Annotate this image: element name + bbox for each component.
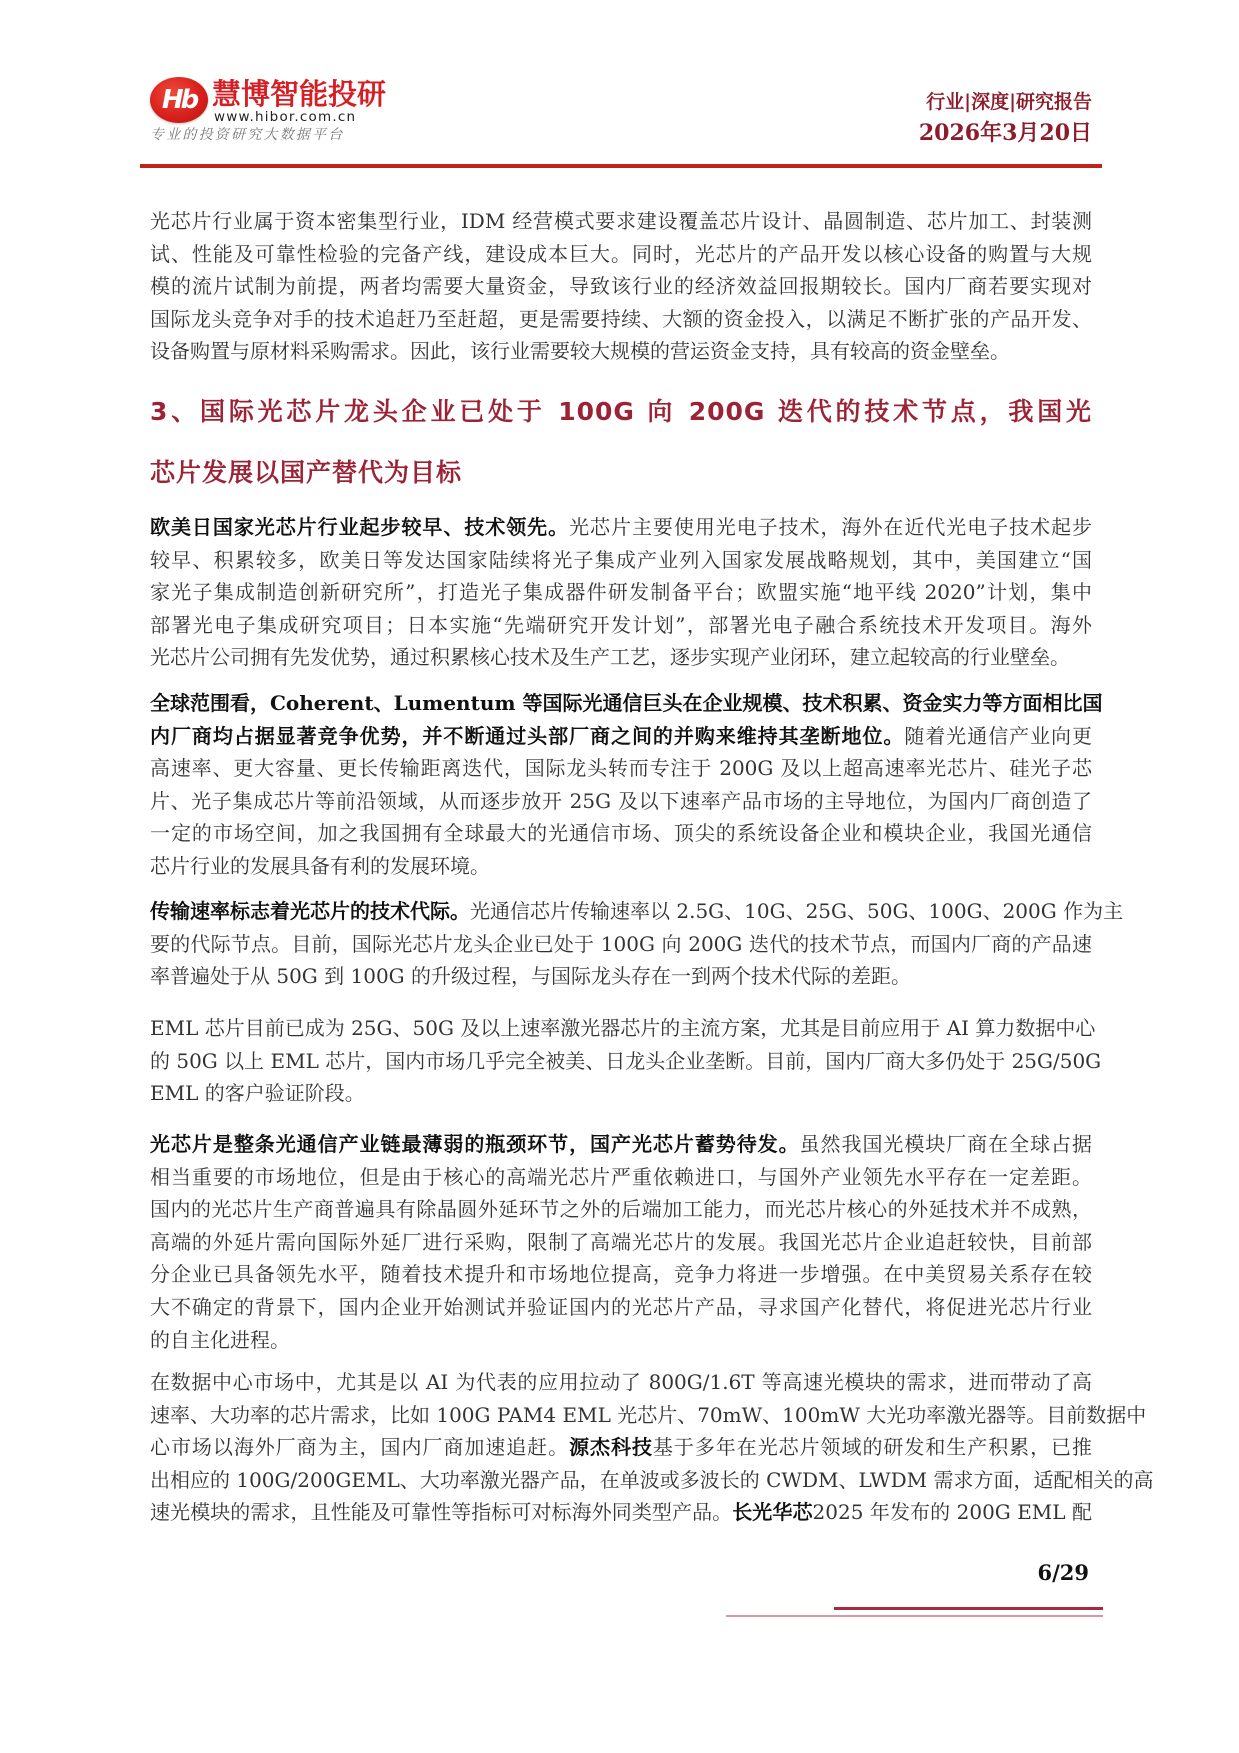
section-heading-line-2: 芯片发展以国产替代为目标 — [150, 458, 463, 487]
report-type: 行业|深度|研究报告 — [926, 91, 1092, 113]
body-text: 试、性能及可靠性检验的完备产线，建设成本巨大。同时，光芯片的产品开发以核心设备的购置与大规 — [150, 241, 1092, 266]
section-heading — [150, 397, 1092, 519]
text-line — [150, 303, 1092, 336]
paragraph-eml-chips — [150, 1012, 1102, 1110]
bold-lead-text: 全球范围看，Coherent、Lumentum 等国际光通信巨头在企业规模、技术积累、资金实力等方面相比国 — [150, 691, 1103, 715]
text-line — [150, 544, 1092, 577]
footer-divider-thick — [834, 1607, 1103, 1610]
text-line — [150, 576, 1092, 609]
bold-lead-text: 源杰科技 — [569, 1435, 653, 1460]
body-text: 的 50G 以上 EML 芯片，国内市场几乎完全被美、日龙头企业垄断。目前，国内厂商大多仍处于 25G/50G — [150, 1048, 1102, 1073]
body-text: 高端的外延片需向国际外延厂进行采购，限制了高端光芯片的发展。我国光芯片企业追赶较快，目前部 — [150, 1229, 1092, 1254]
body-text: EML 芯片目前已成为 25G、50G 及以上速率激光器芯片的主流方案，尤其是目前应用于 AI 算力数据中心 — [150, 1016, 1096, 1040]
body-text: 家光子集成制造创新研究所”，打造光子集成器件研发制备平台；欧盟实施“地平线 2020”计划，集中 — [150, 580, 1092, 605]
text-line — [150, 1324, 1092, 1357]
body-text: 一定的市场空间，加之我国拥有全球最大的光通信市场、顶尖的系统设备企业和模块企业，我国光通信 — [150, 821, 1092, 846]
body-text: 片、光子集成芯片等前沿领域，从而逐步放开 25G 及以下速率产品市场的主导地位，为国内厂商创造了 — [150, 788, 1092, 813]
text-line — [150, 511, 1092, 544]
text-line — [150, 1077, 1092, 1110]
body-text: 要的代际节点。目前，国际光芯片龙头企业已处于 100G 向 200G 迭代的技术节点，而国内厂商的产品速 — [150, 931, 1092, 956]
text-line — [150, 785, 1092, 818]
text-line — [150, 205, 1092, 238]
report-date: 2026年3月20日 — [918, 120, 1092, 146]
body-text: 部署光电子集成研究项目；日本实施“先端研究开发计划”，部署光电子融合系统技术开发项目。海外 — [150, 612, 1092, 637]
text-line — [150, 1431, 1092, 1464]
paragraph-western-lead — [150, 511, 1092, 674]
body-text: 较早、积累较多，欧美日等发达国家陆续将光子集成产业列入国家发展战略规划，其中，美国建立“国 — [150, 547, 1092, 572]
body-text: 的自主化进程。 — [150, 1327, 290, 1352]
body-text: 高速率、更大容量、更长传输距离迭代，国际龙头转而专注于 200G 及以上超高速率光芯片、硅光子芯 — [150, 756, 1092, 781]
text-line — [150, 1496, 1092, 1529]
text-line — [150, 1258, 1092, 1291]
footer-divider-thin — [726, 1615, 1103, 1617]
body-text: 光芯片公司拥有先发优势，通过积累核心技术及生产工艺，逐步实现产业闭环，建立起较高的行业壁垒。 — [150, 645, 1070, 670]
text-line — [150, 752, 1092, 785]
text-line — [150, 1161, 1092, 1194]
text-line — [150, 1366, 1092, 1399]
body-text: 随着光通信产业向更 — [904, 723, 1093, 748]
header-divider — [140, 164, 1102, 168]
paragraph-rate-generations — [150, 895, 1124, 993]
brand-name: 慧博智能投研 — [212, 77, 387, 111]
text-line — [150, 895, 1124, 928]
body-text: 国内的光芯片生产商普遍具有除晶圆外延环节之外的后端加工能力，而光芯片核心的外延技术并不成熟， — [150, 1197, 1092, 1222]
body-text: 光通信芯片传输速率以 2.5G、10G、25G、50G、100G、200G 作为主 — [470, 899, 1124, 923]
paragraph-bottleneck — [150, 1128, 1092, 1356]
body-text: 模的流片试制为前提，两者均需要大量资金，导致该行业的经济效益回报期较长。国内厂商若要实现对 — [150, 274, 1092, 299]
paragraph-datacenter — [150, 1366, 1154, 1529]
body-text: 基于多年在光芯片领域的研发和生产积累，已推 — [652, 1435, 1093, 1460]
text-line — [150, 1012, 1096, 1045]
brand-tagline: 专业的投资研究大数据平台 — [150, 127, 345, 143]
bold-lead-text: 内厂商均占据显著竞争优势，并不断通过头部厂商之间的并购来维持其垄断地位。 — [150, 723, 905, 748]
page-number: 6/29 — [1037, 1560, 1089, 1585]
body-text: 相当重要的市场地位，但是由于核心的高端光芯片严重依赖进口，与国外产业领先水平存在一定差距。 — [150, 1164, 1092, 1189]
body-text: EML 的客户验证阶段。 — [150, 1081, 365, 1106]
text-line — [150, 641, 1092, 674]
text-line — [150, 1193, 1092, 1226]
body-text: 设备购置与原材料采购需求。因此，该行业需要较大规模的营运资金支持，具有较高的资金壁垒。 — [150, 339, 1010, 364]
text-line — [150, 335, 1092, 368]
text-line — [150, 1464, 1154, 1497]
body-text: 虽然我国光模块厂商在全球占据 — [799, 1132, 1093, 1156]
text-line — [150, 817, 1092, 850]
text-line — [150, 720, 1092, 753]
body-text: 速光模块的需求，且性能及可靠性等指标可对标海外同类型产品。 — [150, 1500, 733, 1525]
body-text: 心市场以海外厂商为主，国内厂商加速追赶。 — [150, 1435, 570, 1460]
body-text: 光芯片行业属于资本密集型行业，IDM 经营模式要求建设覆盖芯片设计、晶圆制造、芯片加工、封装测 — [150, 209, 1092, 233]
body-text: 芯片行业的发展具备有利的发展环境。 — [150, 853, 490, 878]
bold-lead-text: 欧美日国家光芯片行业起步较早、技术领先。 — [150, 515, 570, 539]
body-text: 国际龙头竞争对手的技术追赶乃至赶超，更是需要持续、大额的资金投入，以满足不断扩张的产品开发、 — [150, 306, 1092, 331]
brand-url: www.hibor.com.cn — [214, 109, 357, 125]
text-line — [150, 687, 1103, 720]
text-line — [150, 1045, 1102, 1078]
text-line — [150, 1128, 1092, 1161]
body-text: 大不确定的背景下，国内企业开始测试并验证国内的光芯片产品，寻求国产化替代，将促进光芯片行业 — [150, 1294, 1092, 1319]
paragraph-capital-barrier — [150, 205, 1092, 368]
text-line — [150, 960, 1092, 993]
section-heading-line-1: 3、国际光芯片龙头企业已处于 100G 向 200G 迭代的技术节点，我国光 — [150, 397, 1092, 426]
text-line — [150, 238, 1092, 271]
text-line — [150, 1226, 1092, 1259]
bold-lead-text: 光芯片是整条光通信产业链最薄弱的瓶颈环节，国产光芯片蓄势待发。 — [150, 1132, 800, 1156]
body-text: 速率、大功率的芯片需求，比如 100G PAM4 EML 光芯片、70mW、100mW 大光功率激光器等。目前数据中 — [150, 1402, 1147, 1427]
text-line — [150, 1399, 1147, 1432]
text-line — [150, 609, 1092, 642]
bold-lead-text: 传输速率标志着光芯片的技术代际。 — [150, 899, 470, 923]
body-text: 出相应的 100G/200GEML、大功率激光器产品，在单波或多波长的 CWDM、LWDM 需求方面，适配相关的高 — [150, 1467, 1154, 1492]
text-line — [150, 1291, 1092, 1324]
text-line — [150, 850, 1092, 883]
body-text: 分企业已具备领先水平，随着技术提升和市场地位提高，竞争力将进一步增强。在中美贸易关系存在较 — [150, 1262, 1092, 1287]
text-line — [150, 270, 1092, 303]
hibor-logo-icon — [150, 77, 208, 123]
text-line — [150, 928, 1092, 961]
bold-lead-text: 长光华芯 — [732, 1500, 813, 1525]
paragraph-global-competition — [150, 687, 1103, 883]
body-text: 光芯片主要使用光电子技术，海外在近代光电子技术起步 — [569, 515, 1093, 539]
body-text: 2025 年发布的 200G EML 配 — [812, 1500, 1093, 1525]
body-text: 率普遍处于从 50G 到 100G 的升级过程，与国际龙头存在一到两个技术代际的差距。 — [150, 964, 912, 989]
body-text: 在数据中心市场中，尤其是以 AI 为代表的应用拉动了 800G/1.6T 等高速光模块的需求，进而带动了高 — [150, 1370, 1092, 1394]
logo-glyph: Hb — [161, 85, 197, 115]
